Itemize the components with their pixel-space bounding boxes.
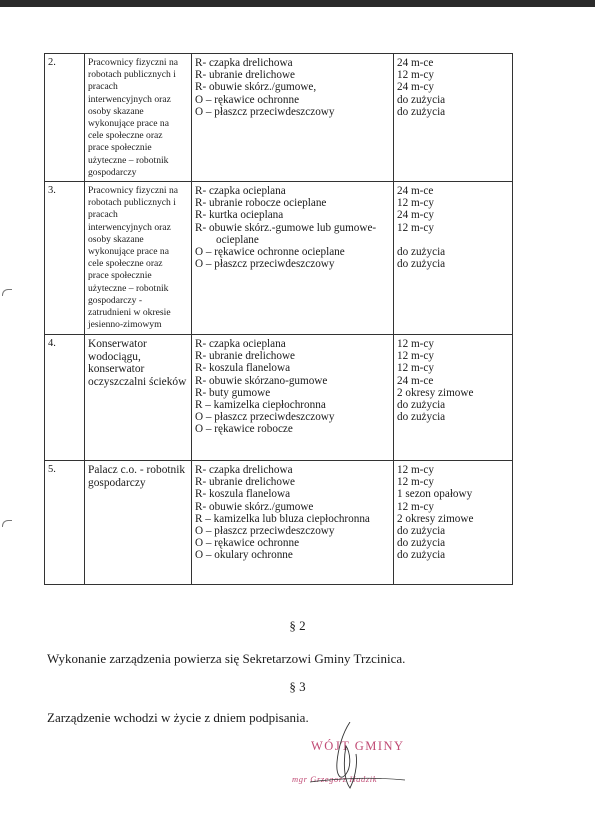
usage-period-cell: 12 m-cy 12 m-cy 12 m-cy 24 m-ce 2 okresy zimowe do zużycia do zużycia	[394, 335, 513, 461]
equipment-items-cell: R- czapka drelichowa R- ubranie drelichowe R- obuwie skórz./gumowe, O – rękawice ochronne O – płaszcz przeciwdeszczowy	[192, 54, 394, 182]
table-row	[45, 335, 513, 461]
section-2-text: Wykonanie zarządzenia powierza się Sekretarzowi Gminy Trzcinica.	[47, 651, 406, 666]
usage-period-cell: 12 m-cy 12 m-cy 1 sezon opałowy 12 m-cy 2 okresy zimowe do zużycia do zużycia do zużycia	[394, 461, 513, 585]
official-stamp	[280, 722, 450, 792]
section-2-mark: § 2	[289, 618, 306, 633]
usage-period-cell: 24 m-ce 12 m-cy 24 m-cy do zużycia do zużycia	[394, 54, 513, 182]
table-row	[45, 461, 513, 585]
protective-clothing-table	[44, 53, 513, 585]
stamp-name: mgr Grzegorz Hadzik	[292, 774, 378, 784]
job-position-cell: Pracownicy fizyczni na robotach publicznych i pracach interwencyjnych oraz osoby skazane wykonujące prace na cele społeczne oraz prace społecznie użyteczne – robotnik gospodarczy - zatrudnieni w okresie jesienno-zimowym	[85, 182, 192, 335]
row-number: 3.	[45, 182, 85, 335]
handwritten-signature	[280, 722, 450, 792]
job-position-cell: Palacz c.o. - robotnik gospodarczy	[85, 461, 192, 585]
section-3-mark: § 3	[289, 679, 306, 694]
punch-hole-mark	[2, 520, 12, 527]
equipment-items-cell: R- czapka drelichowa R- ubranie drelichowe R- koszula flanelowa R- obuwie skórz./gumowe R – kamizelka lub bluza ciepłochronna O – płaszcz przeciwdeszczowy O – rękawice ochronne O – okulary ochronne	[192, 461, 394, 585]
table-row	[45, 54, 513, 182]
row-number: 2.	[45, 54, 85, 182]
row-number: 5.	[45, 461, 85, 585]
row-number: 4.	[45, 335, 85, 461]
equipment-items-cell: R- czapka ocieplana R- ubranie robocze ocieplane R- kurtka ocieplana R- obuwie skórz.-gumowe lub gumowe- ocieplane O – rękawice ochronne ocieplane O – płaszcz przeciwdeszczowy	[192, 182, 394, 335]
stamp-title: WÓJT GMINY	[311, 739, 405, 753]
section-3-text: Zarządzenie wchodzi w życie z dniem podpisania.	[47, 710, 309, 725]
scan-top-edge	[0, 0, 595, 7]
job-position-cell: Konserwator wodociągu, konserwator oczyszczalni ścieków	[85, 335, 192, 461]
punch-hole-mark	[2, 289, 12, 296]
table-row	[45, 182, 513, 335]
equipment-items-cell: R- czapka ocieplana R- ubranie drelichowe R- koszula flanelowa R- obuwie skórzano-gumowe R- buty gumowe R – kamizelka ciepłochronna O – płaszcz przeciwdeszczowy O – rękawice robocze	[192, 335, 394, 461]
job-position-cell: Pracownicy fizyczni na robotach publicznych i pracach interwencyjnych oraz osoby skazane wykonujące prace na cele społeczne oraz prace społecznie użyteczne – robotnik gospodarczy	[85, 54, 192, 182]
usage-period-cell: 24 m-ce 12 m-cy 24 m-cy 12 m-cy do zużycia do zużycia	[394, 182, 513, 335]
